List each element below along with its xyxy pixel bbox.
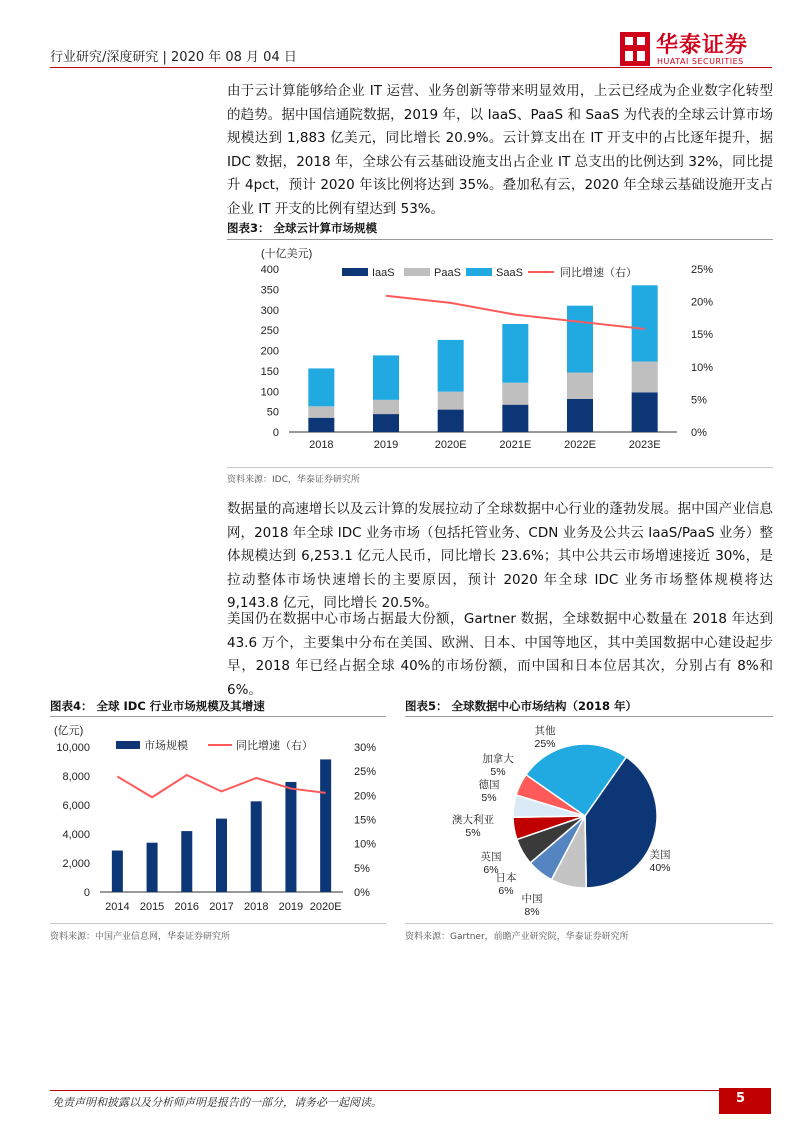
pie-pct: 5% bbox=[465, 827, 481, 839]
y-tick-label: 100 bbox=[260, 386, 279, 399]
pie-label: 英国 bbox=[480, 851, 502, 863]
fig4-bottom-rule bbox=[50, 923, 386, 924]
legend-label: SaaS bbox=[496, 267, 523, 279]
y-axis-unit-label: (亿元) bbox=[54, 725, 84, 737]
y-tick-label: 150 bbox=[260, 365, 279, 378]
pie-pct: 6% bbox=[483, 864, 499, 876]
bar-paas bbox=[632, 362, 658, 393]
y-tick-label: 300 bbox=[260, 304, 279, 317]
legend-swatch bbox=[116, 741, 140, 749]
legend-label: 同比增速（右） bbox=[236, 740, 313, 752]
y2-tick-label: 25% bbox=[354, 766, 377, 779]
bar-market-size bbox=[251, 801, 262, 892]
bar-iaas bbox=[632, 392, 658, 432]
pie-label: 加拿大 bbox=[482, 753, 514, 765]
cloud-market-chart bbox=[227, 244, 773, 464]
bar-market-size bbox=[285, 782, 296, 892]
x-tick-label: 2020E bbox=[309, 901, 342, 913]
pie-pct: 5% bbox=[490, 766, 506, 778]
paragraph-idc-market: 数据量的高速增长以及云计算的发展拉动了全球数据中心行业的蓬勃发展。据中国产业信息网，2018 年全球 IDC 业务市场（包括托管业务、CDN 业务及公共云 IaaS/PaaS 业务）整体规模达到 6,253.1 亿元人民币，同比增长 23.6%；其中公共云市场增速接近 30%，是拉动整体市场快速增长的主要原因，预计 2020 年全球 IDC 业务市场整体规模将达 9,143.8 亿元，同比增长 20.5%。 bbox=[227, 501, 773, 611]
x-tick-label: 2020E bbox=[434, 439, 467, 451]
bar-market-size bbox=[112, 851, 123, 892]
bar-market-size bbox=[181, 831, 192, 892]
bar-iaas bbox=[502, 405, 528, 432]
x-tick-label: 2019 bbox=[373, 439, 399, 451]
legend-label: 市场规模 bbox=[144, 740, 188, 752]
bar-paas bbox=[373, 400, 399, 414]
pie-pct: 40% bbox=[649, 862, 671, 874]
x-tick-label: 2018 bbox=[309, 439, 334, 451]
fig3-source: 资料来源：IDC，华泰证券研究所 bbox=[227, 475, 360, 485]
x-tick-label: 2021E bbox=[499, 439, 532, 451]
paragraph-datacenter-share: 美国仍在数据中心市场占据最大份额，Gartner 数据，全球数据中心数量在 2018 年达到 43.6 万个，主要集中分布在美国、欧洲、日本、中国等地区，其中美国数据中心建设起步早，2018 年已经占据全球 40%的市场份额，而中国和日本位居其次，分别占有 8%和 6%。 bbox=[227, 611, 773, 698]
bar-market-size bbox=[216, 819, 227, 892]
pie-label: 中国 bbox=[521, 893, 543, 905]
bar-iaas bbox=[438, 410, 464, 432]
fig4-title-rule bbox=[50, 716, 386, 717]
y2-tick-label: 10% bbox=[691, 361, 714, 374]
y2-tick-label: 25% bbox=[691, 264, 714, 276]
x-tick-label: 2016 bbox=[174, 901, 200, 913]
fig5-bottom-rule bbox=[405, 923, 773, 924]
y2-tick-label: 0% bbox=[691, 427, 707, 439]
y-tick-label: 350 bbox=[260, 284, 279, 297]
y2-tick-label: 5% bbox=[691, 394, 707, 407]
y-tick-label: 4,000 bbox=[62, 829, 90, 841]
bar-saas bbox=[373, 355, 399, 399]
y2-tick-label: 20% bbox=[691, 296, 714, 309]
y-tick-label: 0 bbox=[272, 427, 279, 439]
fig5-title-rule bbox=[405, 716, 773, 717]
bar-market-size bbox=[320, 759, 331, 892]
y2-tick-label: 15% bbox=[691, 329, 714, 342]
legend-label: PaaS bbox=[434, 267, 461, 279]
bar-paas bbox=[438, 392, 464, 410]
x-tick-label: 2022E bbox=[564, 439, 596, 451]
pie-label: 德国 bbox=[478, 779, 500, 791]
y2-tick-label: 0% bbox=[354, 887, 370, 899]
fig3-bottom-rule bbox=[227, 467, 773, 468]
bar-paas bbox=[567, 373, 593, 399]
paragraph-cloud-computing: 由于云计算能够给企业 IT 运营、业务创新等带来明显效用，上云已经成为企业数字化转型的趋势。据中国信通院数据，2019 年，以 IaaS、PaaS 和 SaaS 为代表的全球云计算市场规模达到 1,883 亿美元，同比增长 20.9%。云计算支出在 IT 开支中的占比逐年提升，据 IDC 数据，2018 年，全球公有云基础设施支出占企业 IT 总支出的比例达到 32%，同比提升 4pct，预计 2020 年该比例将达到 35%。叠加私有云，2020 年全球云基础设施开支占企业 IT 开支的比例有望达到 53%。 bbox=[227, 83, 773, 217]
x-tick-label: 2015 bbox=[139, 901, 165, 913]
y-tick-label: 0 bbox=[83, 887, 90, 899]
bar-saas bbox=[632, 285, 658, 361]
bar-iaas bbox=[373, 414, 399, 432]
y2-tick-label: 30% bbox=[354, 742, 377, 754]
y-tick-label: 2,000 bbox=[62, 858, 90, 870]
legend-swatch bbox=[404, 268, 430, 276]
bar-saas bbox=[502, 324, 528, 383]
y-axis-unit-label: (十亿美元) bbox=[261, 248, 313, 260]
pie-label: 美国 bbox=[649, 849, 671, 861]
y2-tick-label: 5% bbox=[354, 862, 370, 875]
bar-saas bbox=[567, 306, 593, 373]
bar-paas bbox=[308, 406, 334, 417]
y-tick-label: 250 bbox=[260, 325, 279, 338]
fig4-source: 资料来源：中国产业信息网，华泰证券研究所 bbox=[50, 932, 231, 942]
x-tick-label: 2014 bbox=[105, 901, 130, 913]
legend-swatch bbox=[466, 268, 492, 276]
company-logo bbox=[620, 30, 775, 70]
page-number: 5 bbox=[736, 1091, 746, 1106]
bar-iaas bbox=[567, 399, 593, 432]
fig3-title-rule bbox=[227, 239, 773, 240]
pie-label: 澳大利亚 bbox=[452, 814, 494, 826]
legend-label: IaaS bbox=[372, 267, 395, 279]
y2-tick-label: 10% bbox=[354, 838, 377, 851]
y-tick-label: 10,000 bbox=[56, 742, 90, 754]
header-text: 行业研究/深度研究 | 2020 年 08 月 04 日 bbox=[50, 50, 297, 65]
bar-saas bbox=[308, 368, 334, 406]
fig5-title: 图表5： 全球数据中心市场结构（2018 年） bbox=[405, 699, 638, 713]
y-tick-label: 400 bbox=[260, 264, 279, 276]
bar-paas bbox=[502, 383, 528, 405]
x-tick-label: 2017 bbox=[209, 901, 234, 913]
pie-pct: 6% bbox=[498, 885, 514, 897]
y-tick-label: 200 bbox=[260, 345, 279, 358]
idc-market-chart bbox=[50, 720, 386, 920]
y-tick-label: 6,000 bbox=[62, 800, 90, 812]
bar-iaas bbox=[308, 418, 334, 432]
x-tick-label: 2023E bbox=[628, 439, 661, 451]
bar-saas bbox=[438, 340, 464, 392]
fig3-title: 图表3： 全球云计算市场规模 bbox=[227, 221, 378, 235]
pie-label: 日本 bbox=[495, 872, 517, 884]
y-tick-label: 50 bbox=[266, 406, 279, 419]
x-tick-label: 2019 bbox=[278, 901, 304, 913]
y2-tick-label: 15% bbox=[354, 814, 377, 827]
footer-divider bbox=[50, 1090, 740, 1091]
logo-mark-icon bbox=[620, 32, 650, 66]
legend-label: 同比增速（右） bbox=[560, 267, 637, 279]
pie-pct: 25% bbox=[534, 738, 556, 750]
legend-swatch bbox=[342, 268, 368, 276]
logo-text-cn: 华泰证券 bbox=[656, 33, 749, 58]
datacenter-share-pie bbox=[405, 720, 773, 920]
pie-pct: 5% bbox=[481, 792, 497, 804]
y2-tick-label: 20% bbox=[354, 790, 377, 803]
pie-label: 其他 bbox=[534, 725, 556, 737]
footer-disclaimer: 免责声明和披露以及分析师声明是报告的一部分，请务必一起阅读。 bbox=[52, 1096, 382, 1109]
pie-pct: 8% bbox=[524, 906, 540, 918]
y-tick-label: 8,000 bbox=[62, 771, 90, 783]
logo-text-en: HUATAI SECURITIES bbox=[657, 57, 744, 66]
x-tick-label: 2018 bbox=[243, 901, 269, 913]
bar-market-size bbox=[147, 843, 158, 892]
growth-line bbox=[386, 296, 645, 329]
fig4-title: 图表4： 全球 IDC 行业市场规模及其增速 bbox=[50, 699, 265, 713]
fig5-source: 资料来源：Gartner，前瞻产业研究院，华泰证券研究所 bbox=[405, 932, 629, 942]
